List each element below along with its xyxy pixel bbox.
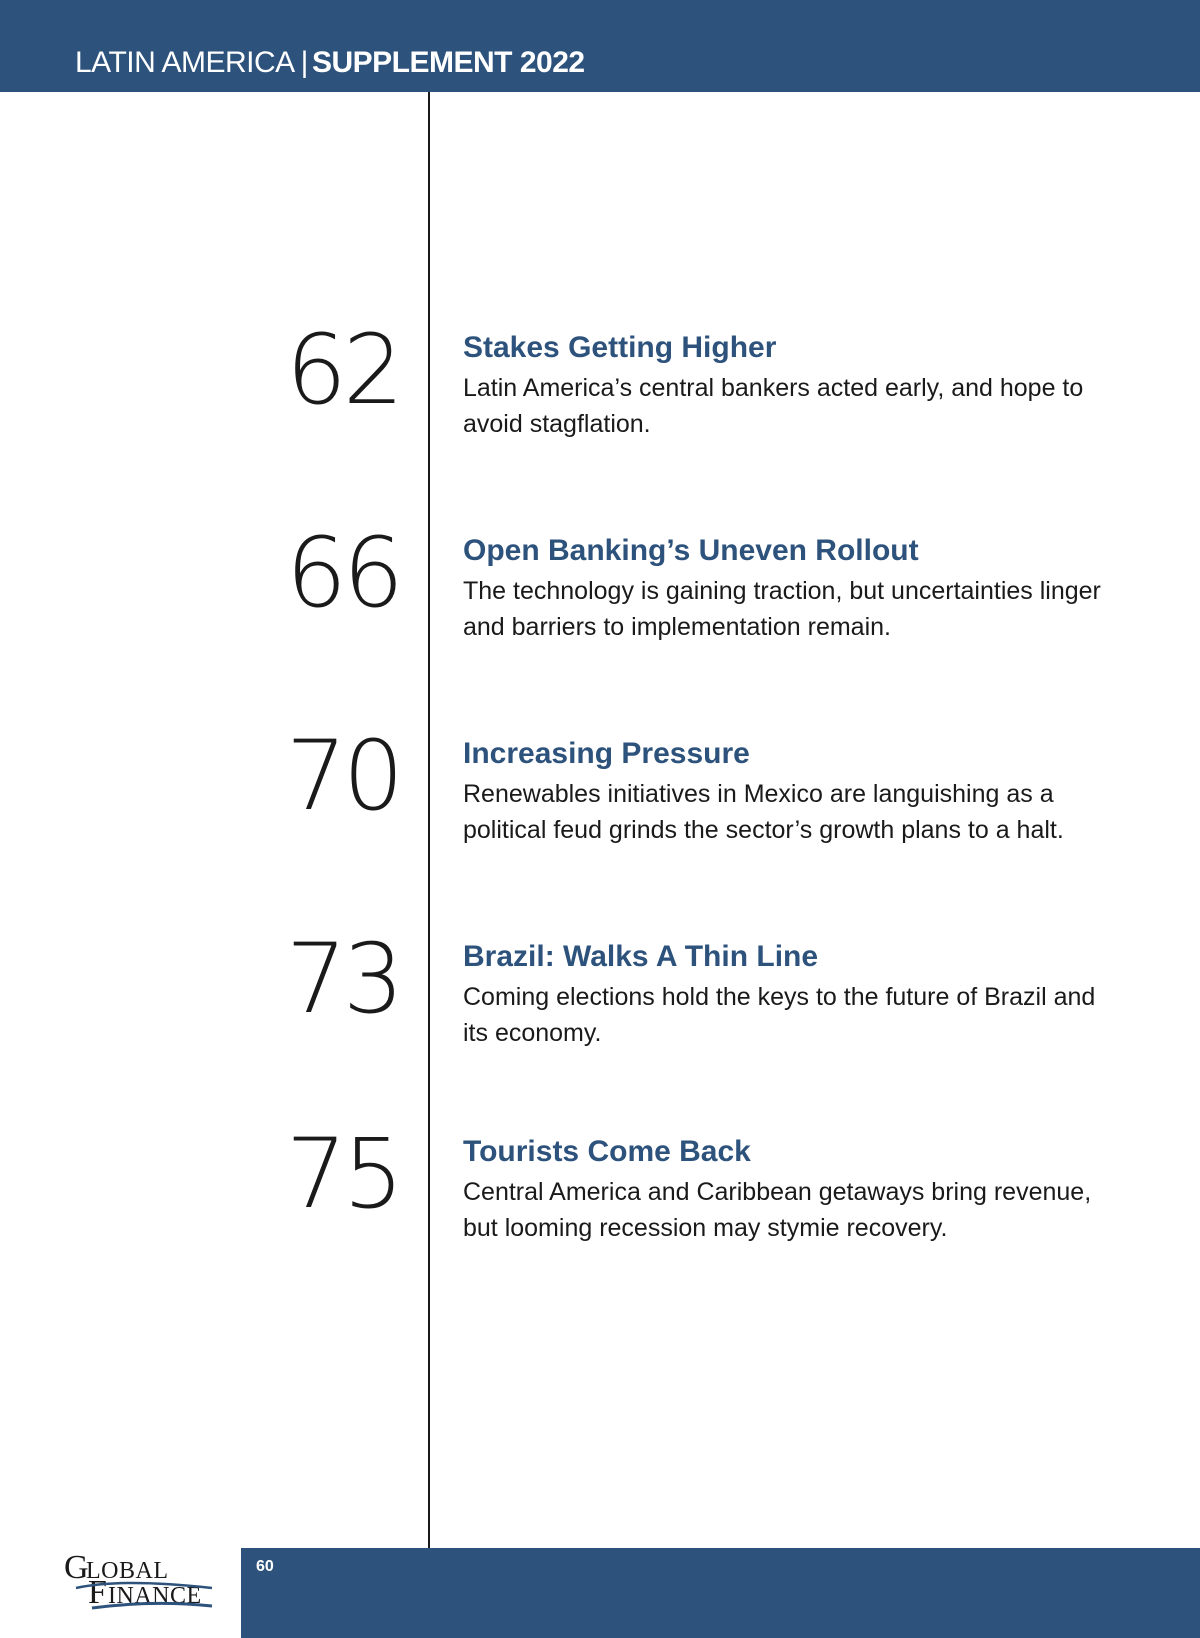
toc-entry-description: Coming elections hold the keys to the future of Brazil and its economy. [463,983,1096,1047]
svg-text:G: G [64,1549,89,1586]
toc-page-number: 70 [285,720,400,832]
header-supplement: SUPPLEMENT 2022 [311,46,585,79]
global-finance-logo [62,1548,222,1610]
toc-entry-description: Renewables initiatives in Mexico are languishing as a political feud grinds the sector’s growth plans to a halt. [463,780,1064,844]
footer-bar [241,1548,1200,1638]
toc-entry-description: Central America and Caribbean getaways bring revenue, but looming recession may stymie recovery. [463,1178,1092,1242]
svg-text:F: F [88,1574,107,1610]
toc-entry-title[interactable]: Brazil: Walks A Thin Line [463,940,819,973]
footer-page-number: 60 [256,1558,274,1575]
toc-entry-title[interactable]: Open Banking’s Uneven Rollout [463,534,919,567]
svg-text:LOBAL: LOBAL [86,1558,169,1584]
toc-page-number: 62 [285,314,400,426]
vertical-divider [428,92,430,1548]
svg-text:INANCE: INANCE [108,1583,202,1609]
page-header [0,0,1200,92]
toc-page-number: 73 [285,923,400,1035]
toc-entry-title[interactable]: Increasing Pressure [463,737,750,770]
toc-page-number: 75 [285,1118,400,1230]
header-separator: | [300,46,308,79]
toc-entry-title[interactable]: Tourists Come Back [463,1135,751,1168]
toc-page-number: 66 [285,517,400,629]
toc-entry-description: The technology is gaining traction, but uncertainties linger and barriers to implementation remain. [463,577,1101,641]
header-section: LATIN AMERICA [75,46,295,79]
header-title [75,46,585,80]
toc-entry-title[interactable]: Stakes Getting Higher [463,331,777,364]
toc-entry-description: Latin America’s central bankers acted early, and hope to avoid stagflation. [463,374,1084,438]
